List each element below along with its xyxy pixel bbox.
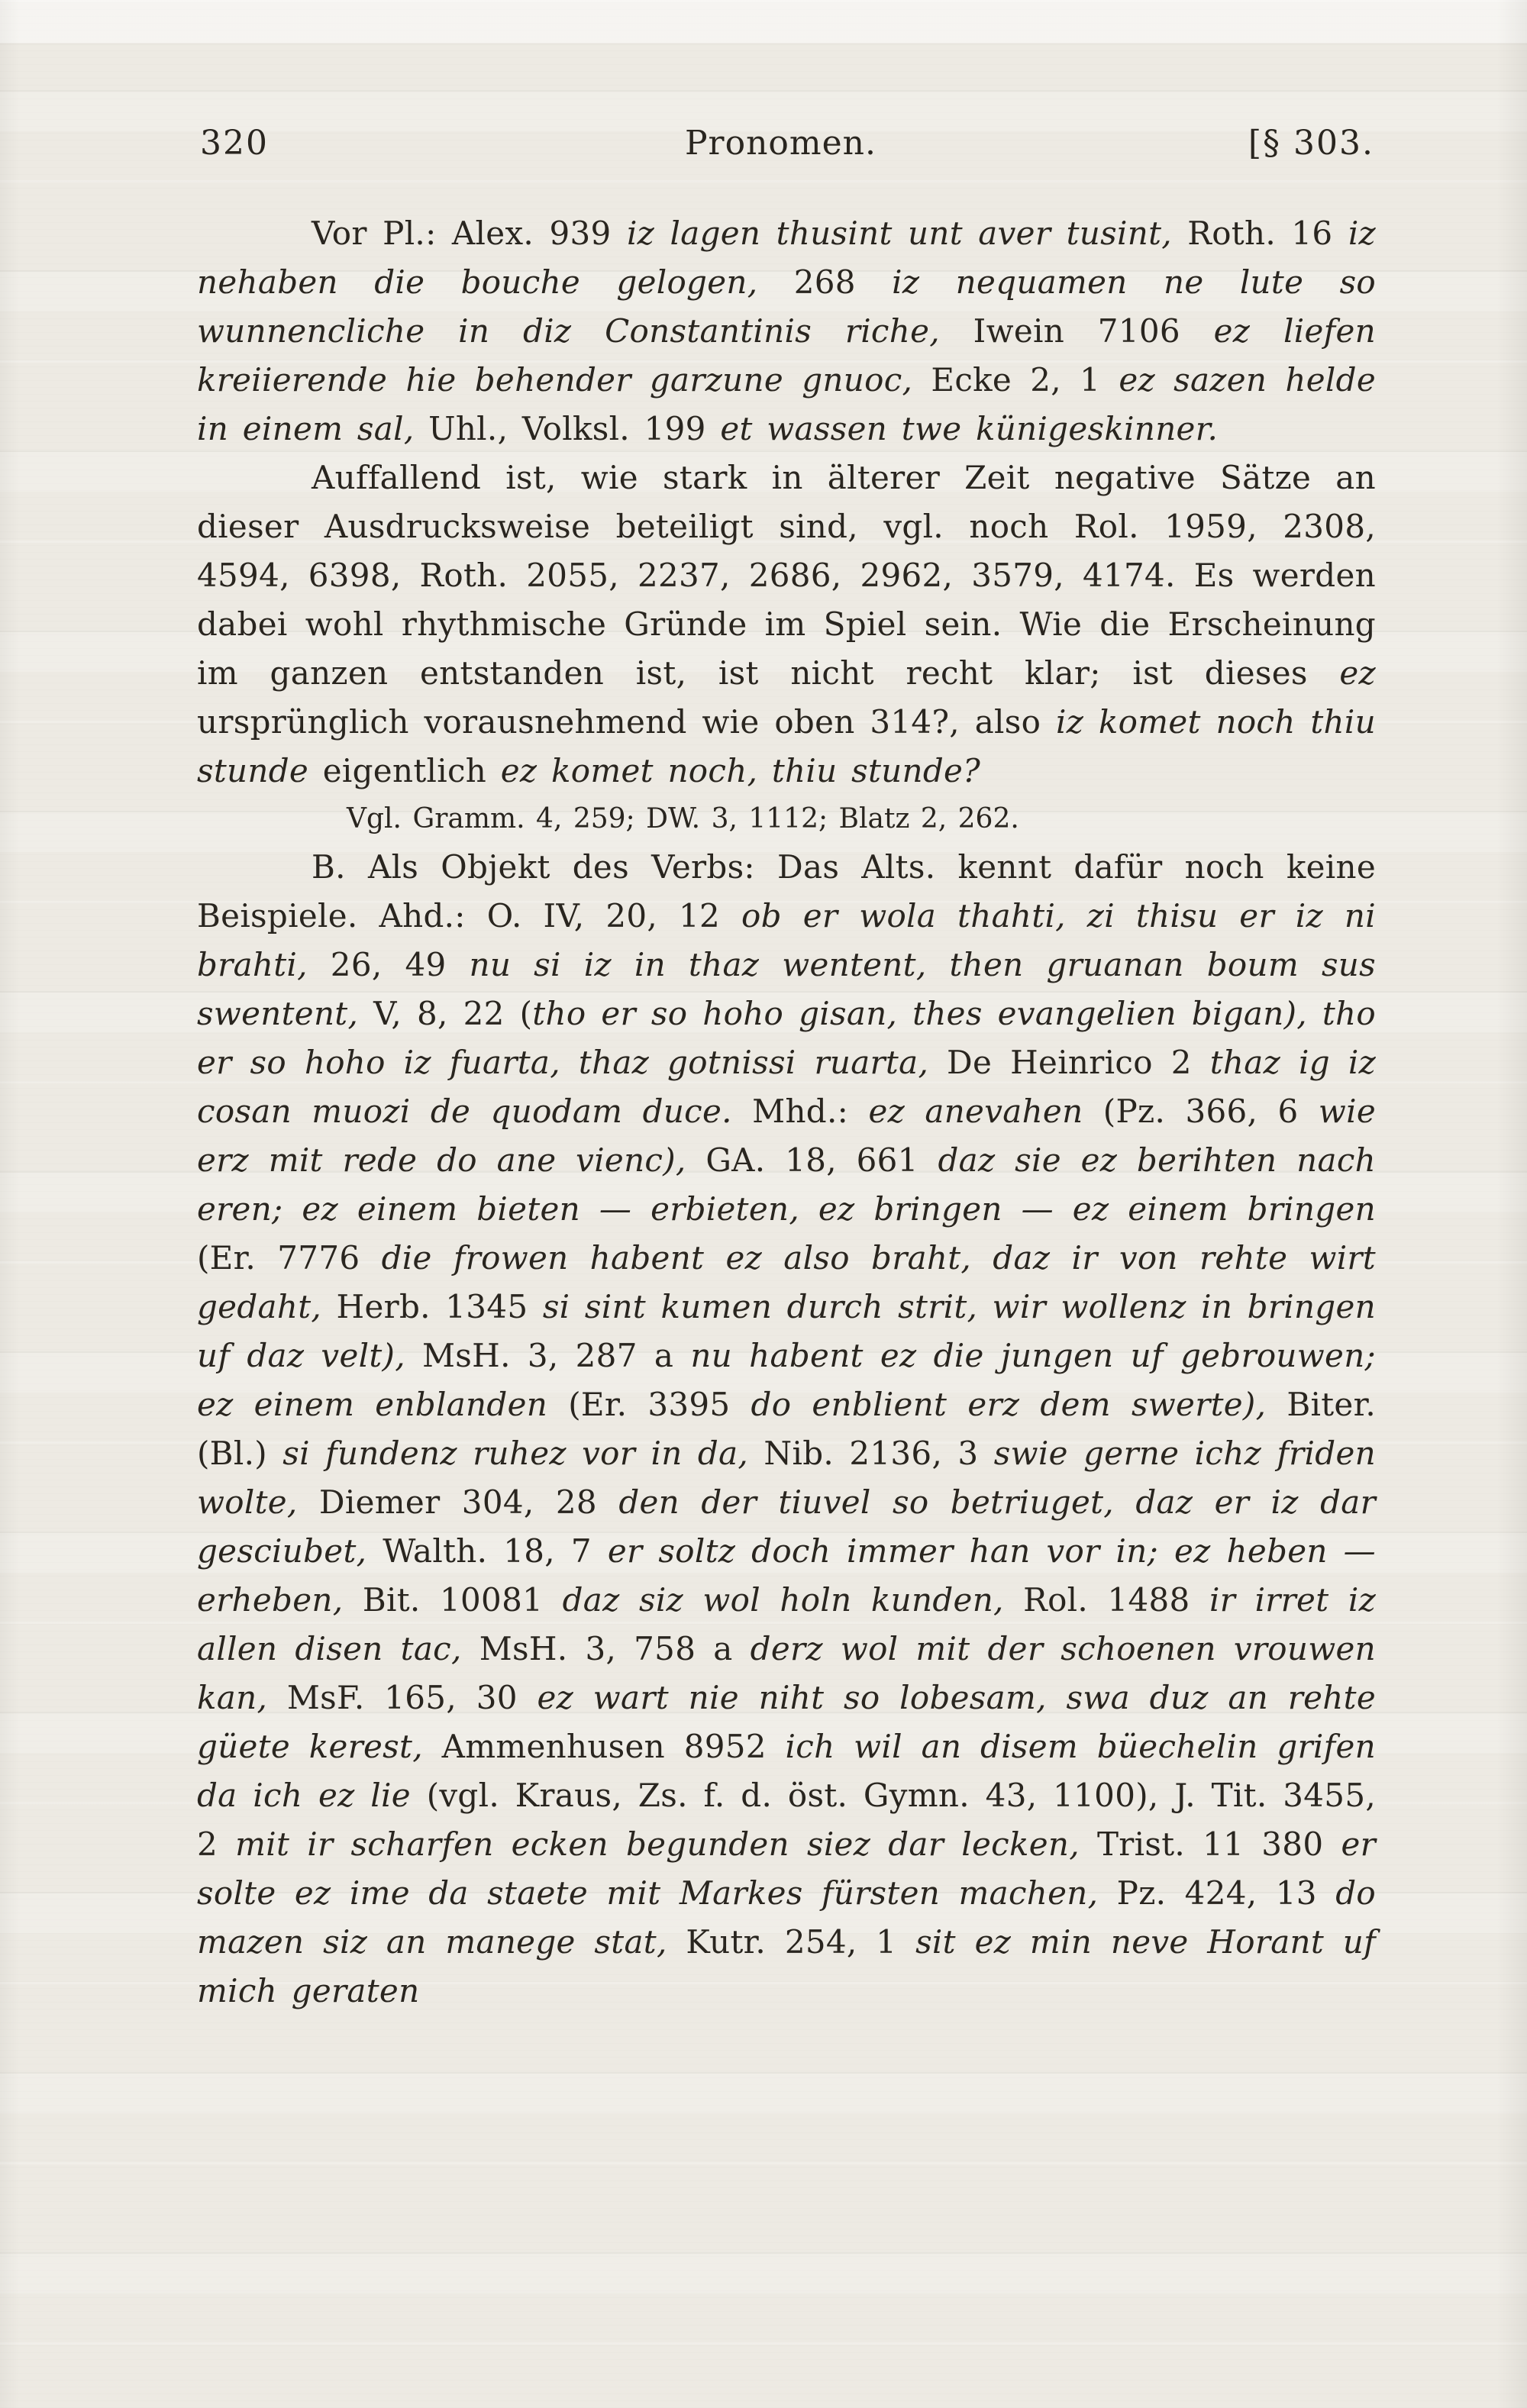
- roman-text: B. Als Objekt des Verbs: Das Alts. kennt dafür noch keine Beispiele. Ahd.: O. IV, 20, 12: [197, 848, 1376, 934]
- quoted-mhd-text: thaz ig iz cosan muozi de quodam duce.: [197, 1044, 1377, 1130]
- quoted-mhd-text: iz komet noch thiu stunde: [197, 703, 1376, 789]
- quoted-mhd-text: ich wil an disem büechelin grifen da ich ez lie: [197, 1728, 1376, 1814]
- roman-text: Ecke 2, 1: [931, 361, 1119, 399]
- paragraph-auffallend: [197, 454, 1376, 796]
- quoted-mhd-text: si sint kumen durch strit, wir wollenz in bringen uf daz velt),: [197, 1288, 1376, 1374]
- roman-text: V, 8, 22 (: [373, 995, 533, 1032]
- page-header: [197, 121, 1376, 166]
- roman-text: Trist. 11 380: [1096, 1825, 1341, 1863]
- roman-text: Kutr. 254, 1: [686, 1923, 916, 1961]
- quoted-mhd-text: den der tiuvel so betriuget, daz er iz dar gesciubet,: [197, 1483, 1376, 1570]
- page-number: 320: [200, 124, 269, 163]
- quoted-mhd-text: wie erz mit rede do ane vienc),: [197, 1093, 1377, 1179]
- roman-text: Pz. 424, 13: [1116, 1874, 1336, 1912]
- text-column: [197, 121, 1376, 2016]
- roman-text: Iwein 7106: [973, 312, 1214, 350]
- quoted-mhd-text: ez: [1339, 654, 1376, 692]
- roman-text: (Er. 7776: [197, 1239, 382, 1277]
- quoted-mhd-text: die frowen habent ez also braht, daz ir von rehte wirt gedaht,: [197, 1239, 1376, 1325]
- roman-text: Ammenhusen 8952: [441, 1728, 786, 1765]
- roman-text: MsH. 3, 758 a: [479, 1630, 751, 1667]
- roman-text: 268: [793, 263, 893, 301]
- quoted-mhd-text: mit ir scharfen ecken begunden siez dar lecken,: [235, 1825, 1097, 1863]
- paragraph-vor-pl: [197, 209, 1376, 454]
- quoted-mhd-text: et wassen twe künigeskinner.: [720, 410, 1219, 447]
- roman-text: Herb. 1345: [336, 1288, 543, 1325]
- roman-text: eigentlich: [322, 752, 501, 789]
- quoted-mhd-text: ir irret iz allen disen tac,: [197, 1581, 1376, 1667]
- roman-text: Uhl., Volksl. 199: [428, 410, 721, 447]
- quoted-mhd-text: ez komet noch, thiu stunde?: [500, 752, 981, 789]
- quoted-mhd-text: do mazen siz an manege stat,: [197, 1874, 1376, 1961]
- quoted-mhd-text: iz lagen thusint unt aver tusint,: [626, 215, 1188, 252]
- quoted-mhd-text: do enblient erz dem swerte),: [751, 1386, 1287, 1423]
- quoted-mhd-text: iz nequamen ne lute so wunnencliche in diz Constantinis riche,: [197, 263, 1377, 350]
- roman-text: Nib. 2136, 3: [764, 1435, 994, 1472]
- quoted-mhd-text: daz sie ez berihten nach eren; ez einem bieten — erbieten, ez bringen — ez einem bringen: [197, 1141, 1377, 1228]
- roman-text: MsH. 3, 287 a: [421, 1337, 691, 1374]
- roman-text: Biter. (Bl.): [197, 1386, 1376, 1472]
- roman-text: (vgl. Kraus, Zs. f. d. öst. Gymn. 43, 1100), J. Tit. 3455, 2: [197, 1777, 1376, 1863]
- roman-text: MsF. 165, 30: [286, 1679, 538, 1716]
- paragraph-b-objekt: [197, 843, 1376, 2016]
- roman-text: Mhd.:: [752, 1093, 869, 1130]
- quoted-mhd-text: er solte ez ime da staete mit Markes fürsten machen,: [197, 1825, 1376, 1912]
- quoted-mhd-text: swie gerne ichz friden wolte,: [197, 1435, 1376, 1521]
- quoted-mhd-text: iz nehaben die bouche gelogen,: [197, 215, 1376, 301]
- roman-text: GA. 18, 661: [705, 1141, 938, 1179]
- quoted-mhd-text: ez liefen kreiierende hie behender garzune gnuoc,: [197, 312, 1376, 399]
- roman-text: Auffallend ist, wie stark in älterer Zeit negative Sätze an dieser Ausdrucksweise beteiligt sind, vgl. noch Rol. 1959, 2308, 4594, 6398, Roth. 2055, 2237, 2686, 2962, 3579, 4174. Es werden dabei wohl rhythmische Gründe im Spiel sein. Wie die Erscheinung im ganzen entstanden ist, ist nicht recht klar; ist dieses: [197, 459, 1376, 692]
- roman-text: (Er. 3395: [568, 1386, 751, 1423]
- footnote-vgl: Vgl. Gramm. 4, 259; DW. 3, 1112; Blatz 2, 262.: [347, 803, 1019, 834]
- roman-text: De Heinrico 2: [947, 1044, 1210, 1081]
- quoted-mhd-text: ez sazen helde in einem sal,: [197, 361, 1376, 447]
- quoted-mhd-text: si fundenz ruhez vor in da,: [282, 1435, 764, 1472]
- section-reference: [§ 303.: [1248, 124, 1374, 163]
- roman-text: Diemer 304, 28: [318, 1483, 619, 1521]
- running-title: Pronomen.: [684, 124, 876, 163]
- roman-text: Vor Pl.: Alex. 939: [312, 215, 627, 252]
- roman-text: ursprünglich vorausnehmend wie oben 314?, also: [197, 703, 1056, 741]
- roman-text: Roth. 16: [1187, 215, 1348, 252]
- quoted-mhd-text: er soltz doch immer han vor in; ez heben — erheben,: [197, 1532, 1376, 1619]
- quoted-mhd-text: ob er wola thahti, zi thisu er iz ni brahti,: [197, 897, 1376, 983]
- quoted-mhd-text: ez wart nie niht so lobesam, swa duz an rehte güete kerest,: [197, 1679, 1376, 1765]
- quoted-mhd-text: derz wol mit der schoenen vrouwen kan,: [197, 1630, 1376, 1716]
- roman-text: Bit. 10081: [362, 1581, 563, 1619]
- roman-text: (Pz. 366, 6: [1102, 1093, 1319, 1130]
- quoted-mhd-text: tho er so hoho gisan, thes evangelien bigan), tho er so hoho iz fuarta, thaz gotnissi ruarta,: [197, 995, 1376, 1081]
- roman-text: Walth. 18, 7: [383, 1532, 608, 1570]
- roman-text: Rol. 1488: [1023, 1581, 1210, 1619]
- quoted-mhd-text: ez anevahen: [868, 1093, 1103, 1130]
- quoted-mhd-text: daz siz wol holn kunden,: [562, 1581, 1024, 1619]
- quoted-mhd-text: sit ez min neve Horant uf mich geraten: [197, 1923, 1377, 2009]
- quoted-mhd-text: nu habent ez die jungen uf gebrouwen; ez einem enblanden: [197, 1337, 1376, 1423]
- roman-text: 26, 49: [330, 946, 470, 983]
- quoted-mhd-text: nu si iz in thaz wentent, then gruanan boum sus swentent,: [197, 946, 1377, 1032]
